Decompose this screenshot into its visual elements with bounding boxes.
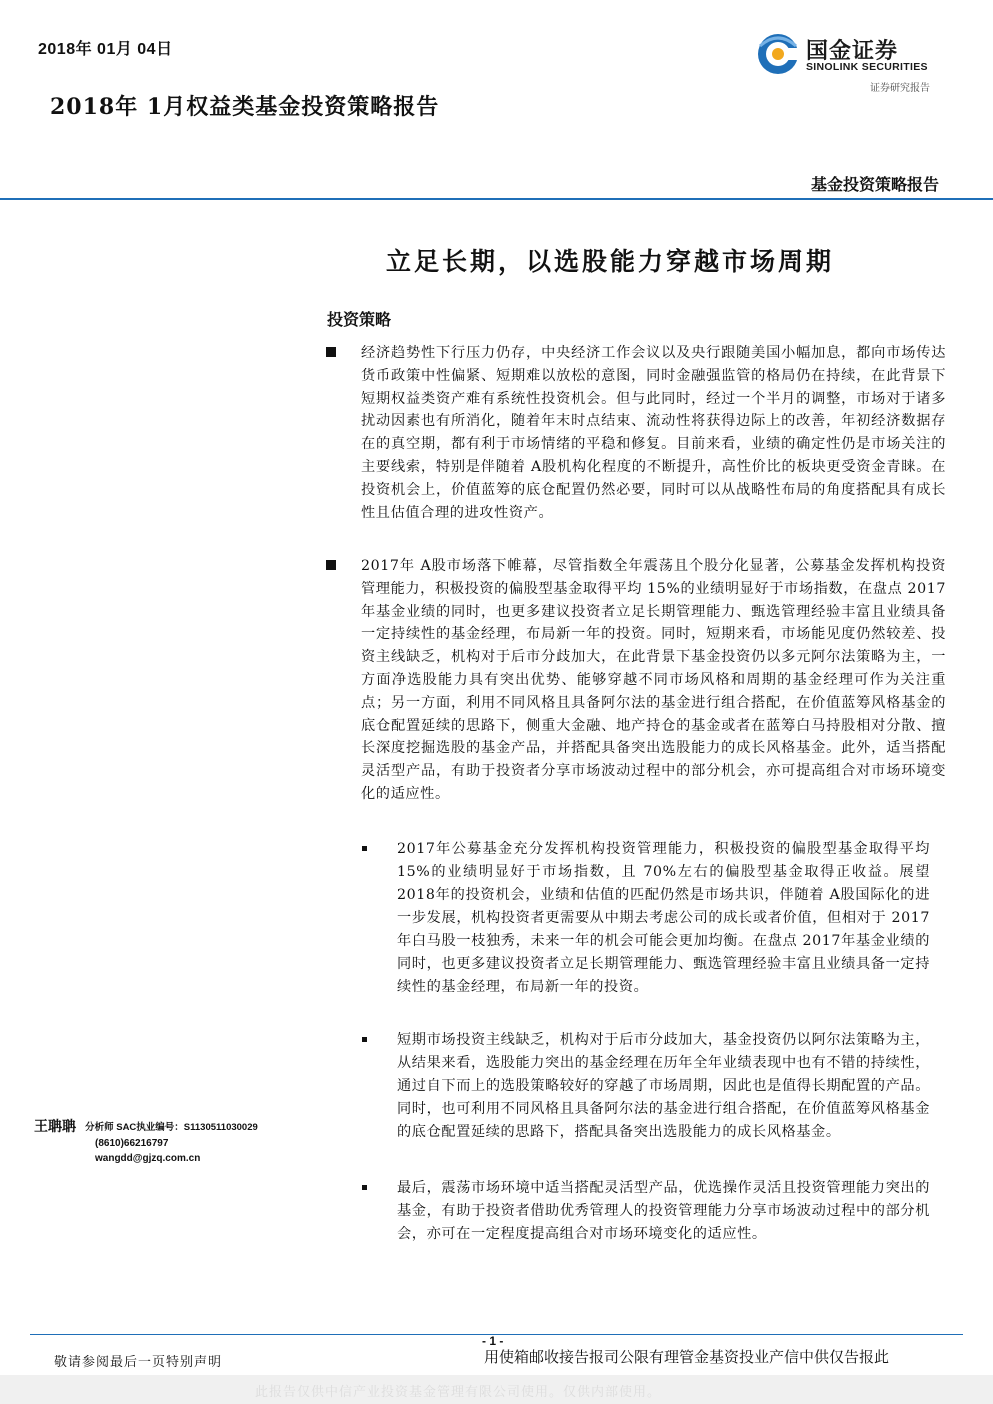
analyst-phone: (8610)66216797 <box>95 1138 169 1149</box>
sub-bullet-item <box>362 838 930 999</box>
analyst-info <box>34 1116 314 1166</box>
logo-english-name: SINOLINK SECURITIES <box>806 61 928 73</box>
analyst-email[interactable]: wangdd@gjzq.com.cn <box>95 1153 201 1164</box>
header-divider <box>0 198 993 200</box>
report-subtitle: 立足长期，以选股能力穿越市场周期 <box>386 247 835 276</box>
sinolink-logo-icon <box>756 32 800 76</box>
company-logo <box>756 30 946 78</box>
small-square-bullet-icon <box>362 1037 367 1042</box>
sub-bullet-item <box>362 1029 930 1144</box>
report-category: 基金投资策略报告 <box>810 175 939 194</box>
bullet-item <box>326 342 946 524</box>
sub-bullet-text: 2017年公募基金充分发挥机构投资管理能力，积极投资的偏股型基金取得平均 15%的业绩明显好于市场指数，且 70%左右的偏股型基金取得正收益。展望 2018年的投资机会，业绩和估值的匹配仍然是市场共识，伴随着 A股国际化的进一步发展，机构投资者更需要从中期去考虑公司的成长或者价值，但相对于 2017年白马股一枝独秀，未来一年的机会可能会更加均衡。在盘点 2017年基金业绩的同时，也更多建议投资者立足长期管理能力、甄选管理经验丰富且业绩具备一定持续性的基金经理，布局新一年的投资。 <box>397 841 930 995</box>
sub-bullet-text: 最后，震荡市场环境中适当搭配灵活型产品，优选操作灵活且投资管理能力突出的基金，有助于投资者借助优秀管理人的投资管理能力分享市场波动过程中的部分机会，亦可在一定程度提高组合对市场环境变化的适应性。 <box>397 1180 930 1242</box>
bullet-text: 经济趋势性下行压力仍存，中央经济工作会议以及央行跟随美国小幅加息，都向市场传达货币政策中性偏紧、短期难以放松的意图，同时金融强监管的格局仍在持续，在此背景下短期权益类资产难有系统性投资机会。但与此同时，经过一个半月的调整，市场对于诸多扰动因素也有所消化，随着年末时点结束、流动性将获得边际上的改善，年初经济数据存在的真空期，都有利于市场情绪的平稳和修复。目前来看，业绩的确定性仍是市场关注的主要线索，特别是伴随着 A股机构化程度的不断提升，高性价比的板块更受资金青睐。在投资机会上，价值蓝筹的底仓配置仍然必要，同时可以从战略性布局的角度搭配具有成长性且估值合理的进攻性资产。 <box>361 345 946 521</box>
small-square-bullet-icon <box>362 1185 367 1190</box>
sub-bullet-text: 短期市场投资主线缺乏，机构对于后市分歧加大，基金投资仍以阿尔法策略为主，从结果来看，选股能力突出的基金经理在历年全年业绩表现中也有不错的持续性，通过自下而上的选股策略较好的穿越了市场周期，因此也是值得长期配置的产品。同时，也可利用不同风格且具备阿尔法的基金进行组合搭配，在价值蓝筹风格基金的底仓配置延续的思路下，搭配具备突出选股能力的成长风格基金。 <box>397 1032 930 1140</box>
section-heading: 投资策略 <box>327 310 392 329</box>
watermark-text: 此报告仅供中信产业投资基金管理有限公司使用。仅供内部使用。 <box>255 1385 662 1400</box>
research-tag: 证券研究报告 <box>870 83 930 94</box>
footer-disclaimer: 敬请参阅最后一页特别声明 <box>54 1355 223 1370</box>
sub-bullet-item <box>362 1177 930 1246</box>
report-date: 2018年 01月 04日 <box>38 41 173 58</box>
square-bullet-icon <box>326 347 336 357</box>
bullet-item <box>326 555 946 806</box>
bullet-text: 2017年 A股市场落下帷幕，尽管指数全年震荡且个股分化显著，公募基金发挥机构投资管理能力，积极投资的偏股型基金取得平均 15%的业绩明显好于市场指数，在盘点 2017年基金业绩的同时，也更多建议投资者立足长期管理能力、甄选管理经验丰富且业绩具备一定持续性的基金经理，布局新一年的投资。同时，短期来看，市场能见度仍然较差、投资主线缺乏，机构对于后市分歧加大，在此背景下基金投资仍以多元阿尔法策略为主，一方面净选股能力具有突出优势、能够穿越不同市场风格和周期的基金经理可作为关注重点；另一方面，利用不同风格且具备阿尔法的基金进行组合搭配，在价值蓝筹风格基金的底仓配置延续的思路下，侧重大金融、地产持仓的基金或者在蓝筹白马持股相对分散、擅长深度挖掘选股的基金产品，并搭配具备突出选股能力的成长风格基金。此外，适当搭配灵活型产品，有助于投资者分享市场波动过程中的部分机会，亦可提高组合对市场环境变化的适应性。 <box>361 558 946 802</box>
footer-reversed-notice: 用使箱邮收接告报司公限有理管金基资投业产信中供仅告报此 <box>484 1348 890 1366</box>
analyst-name: 王聃聃 <box>34 1119 76 1135</box>
report-title: 2018年 1月权益类基金投资策略报告 <box>50 94 440 120</box>
small-square-bullet-icon <box>362 846 367 851</box>
page-number: - 1 - <box>482 1334 504 1348</box>
square-bullet-icon <box>326 560 336 570</box>
analyst-certificate: 分析师 SAC执业编号：S1130511030029 <box>85 1122 258 1133</box>
logo-chinese-name: 国金证券 <box>806 39 899 64</box>
